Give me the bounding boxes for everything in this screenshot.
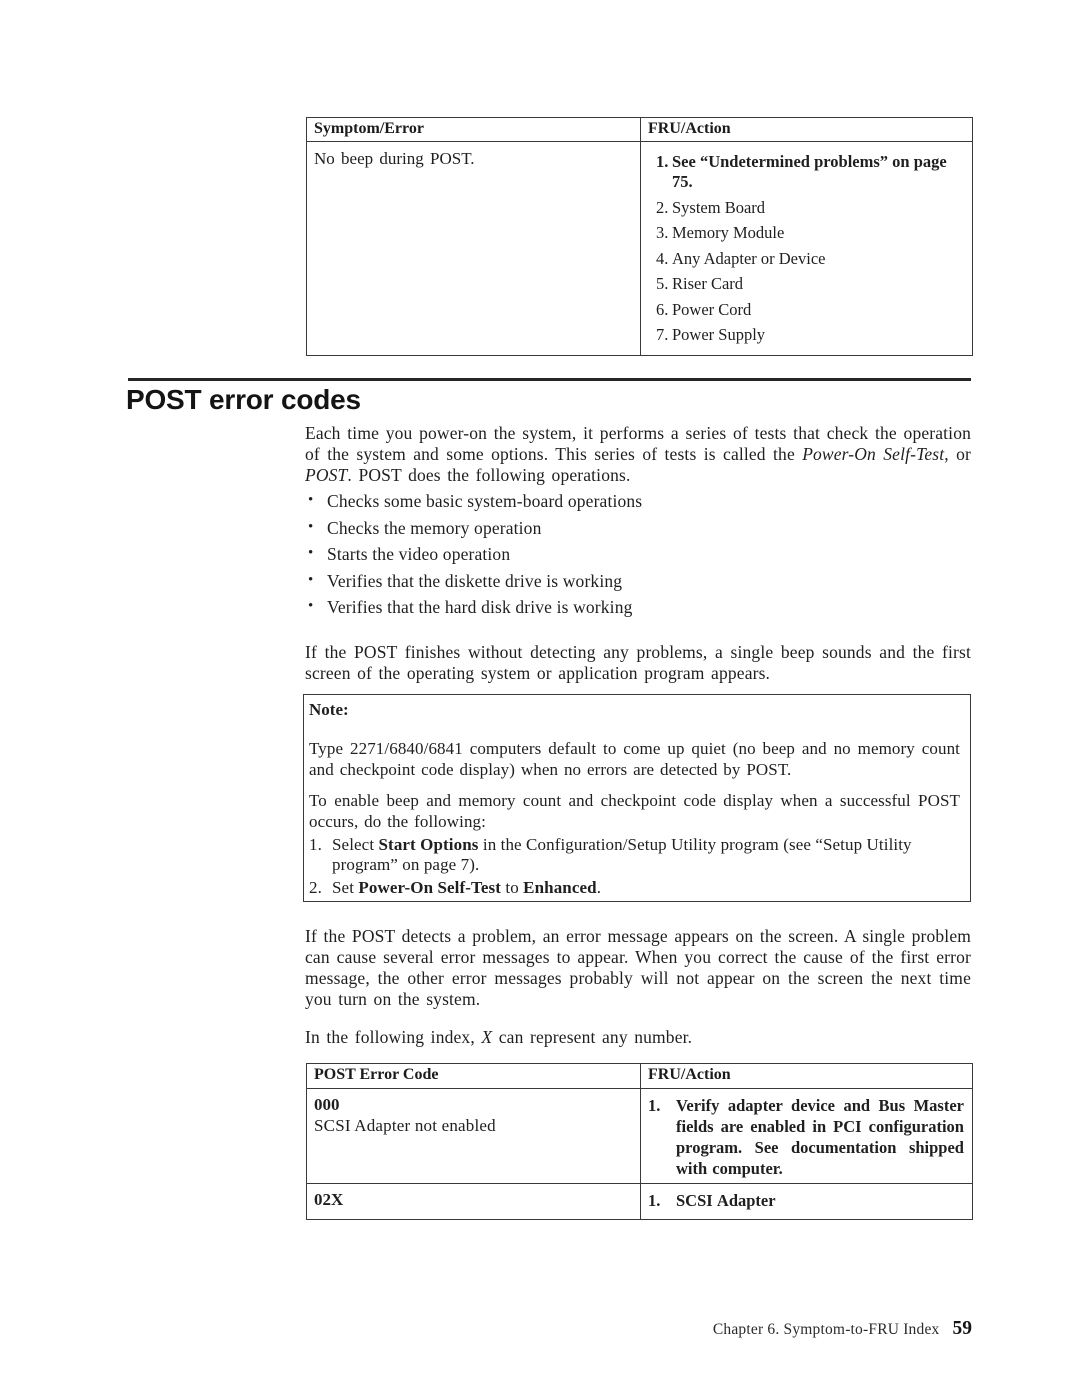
fru-action-column-header: FRU/Action (641, 118, 973, 142)
page-footer (306, 1318, 972, 1340)
bullet-icon: • (308, 598, 314, 614)
list-text: Power Supply (672, 325, 766, 344)
list-text: Verifies that the diskette drive is working (327, 570, 623, 591)
list-text: Any Adapter or Device (672, 248, 826, 268)
list-text: See “Undetermined problems” on page 75. (672, 152, 947, 191)
post-problem-paragraph: If the POST detects a problem, an error message appears on the screen. A single problem can cause several error messages to appear. When you correct the cause of the first error message, the other error messages probably will not appear on the screen the next time you turn on the system. (305, 926, 971, 1009)
list-text: Starts the video operation (327, 544, 511, 564)
post-error-code-column-header: POST Error Code (307, 1064, 641, 1089)
list-text: System Board (672, 197, 766, 217)
post-operations-list (305, 491, 971, 624)
list-number: 2. (309, 878, 322, 897)
list-item (656, 300, 964, 320)
list-item (656, 274, 964, 294)
list-item (656, 325, 964, 345)
list-number: 2. (656, 197, 669, 217)
fru-action-cell (641, 1184, 973, 1220)
list-text: Checks the memory operation (327, 517, 542, 538)
list-item (309, 835, 960, 875)
paragraph-text: , or (944, 444, 971, 464)
note-steps-list (309, 835, 960, 898)
paragraph-text: In the following index, (305, 1027, 482, 1047)
bullet-icon: • (308, 571, 314, 588)
note-paragraph: To enable beep and memory count and checkpoint code display when a successful POST occurs, do the following: (309, 791, 960, 831)
step-text: in the Configuration/Setup Utility program (see “Setup Utility program” on page 7). (332, 835, 912, 874)
page-number: 59 (952, 1318, 972, 1339)
fru-action-cell (641, 142, 973, 356)
fru-action-list (648, 1190, 964, 1211)
list-item (648, 1190, 964, 1211)
table-row (307, 1089, 973, 1184)
paragraph-text: Each time you power-on the system, it performs a series of tests that check the operation of the system and some options. This series of tests is called the (305, 423, 971, 464)
bold-text: Enhanced (523, 878, 597, 897)
intro-paragraph (305, 423, 971, 486)
bullet-icon: • (308, 518, 314, 535)
paragraph-text: can represent any number. (492, 1027, 693, 1047)
italic-text: POST (305, 465, 348, 485)
list-item (305, 518, 971, 538)
index-note-paragraph (305, 1027, 971, 1048)
list-text: Memory Module (672, 223, 785, 242)
paragraph-text: . POST does the following operations. (347, 465, 631, 485)
error-code: 000 (314, 1095, 340, 1114)
fru-action-list (656, 152, 964, 345)
list-number: 1. (309, 835, 322, 854)
list-item (305, 597, 971, 617)
italic-text: Power-On Self-Test (802, 444, 945, 464)
list-number: 1. (648, 1191, 661, 1210)
error-table-header-row (307, 1064, 973, 1089)
step-text: to (501, 878, 524, 897)
list-number: 4. (656, 248, 669, 268)
symptom-cell: No beep during POST. (307, 142, 641, 356)
page-title: POST error codes (126, 384, 361, 415)
fru-action-cell (641, 1089, 973, 1184)
list-item (656, 249, 964, 269)
list-item (656, 223, 964, 243)
list-item (648, 1095, 964, 1179)
step-text: . (596, 878, 602, 897)
list-text: Riser Card (672, 274, 744, 293)
bullet-icon: • (308, 545, 314, 561)
note-paragraph: Type 2271/6840/6841 computers default to come up quiet (no beep and no memory count and checkpoint code display) when no errors are detected by POST. (309, 739, 960, 779)
table-row (307, 142, 973, 356)
list-text: SCSI Adapter (676, 1191, 776, 1210)
bold-text: Start Options (378, 835, 479, 854)
list-text: Power Cord (672, 299, 752, 319)
list-item (309, 878, 960, 898)
table-row (307, 1184, 973, 1220)
list-number: 1. (656, 152, 669, 171)
list-number: 3. (656, 223, 669, 242)
error-code-cell (307, 1184, 641, 1220)
symptom-error-column-header: Symptom/Error (307, 118, 641, 142)
post-success-paragraph: If the POST finishes without detecting any problems, a single beep sounds and the first screen of the operating system or application program appears. (305, 642, 971, 683)
symptom-table-header-row (307, 118, 973, 142)
section-divider-rule (128, 378, 971, 381)
symptom-error-table (306, 117, 973, 356)
list-item (305, 491, 971, 511)
list-text (332, 878, 601, 897)
list-number: 5. (656, 274, 669, 293)
list-number: 7. (656, 325, 669, 344)
list-number: 1. (648, 1096, 661, 1115)
list-text (332, 835, 912, 874)
step-text: Select (332, 835, 379, 854)
error-code: 02X (314, 1190, 344, 1209)
fru-action-column-header: FRU/Action (641, 1064, 973, 1089)
bold-text: Power-On Self-Test (358, 878, 502, 897)
list-item (305, 544, 971, 564)
chapter-title: Chapter 6. Symptom-to-FRU Index (712, 1321, 940, 1338)
bullet-icon: • (308, 492, 314, 508)
error-code-cell (307, 1089, 641, 1184)
list-item (305, 571, 971, 591)
italic-text: X (481, 1027, 493, 1047)
list-text: Verify adapter device and Bus Master fields are enabled in PCI configuration program. See documentation shipped with computer. (676, 1096, 964, 1178)
note-label: Note: (309, 700, 349, 719)
list-item (656, 152, 964, 192)
error-description: SCSI Adapter not enabled (314, 1116, 496, 1135)
note-box (303, 694, 971, 902)
step-text: Set (332, 878, 359, 897)
post-error-code-table (306, 1063, 973, 1220)
list-text: Verifies that the hard disk drive is working (327, 597, 633, 617)
list-number: 6. (656, 299, 669, 319)
list-item (656, 198, 964, 218)
list-text: Checks some basic system-board operations (327, 491, 643, 511)
fru-action-list (648, 1095, 964, 1179)
